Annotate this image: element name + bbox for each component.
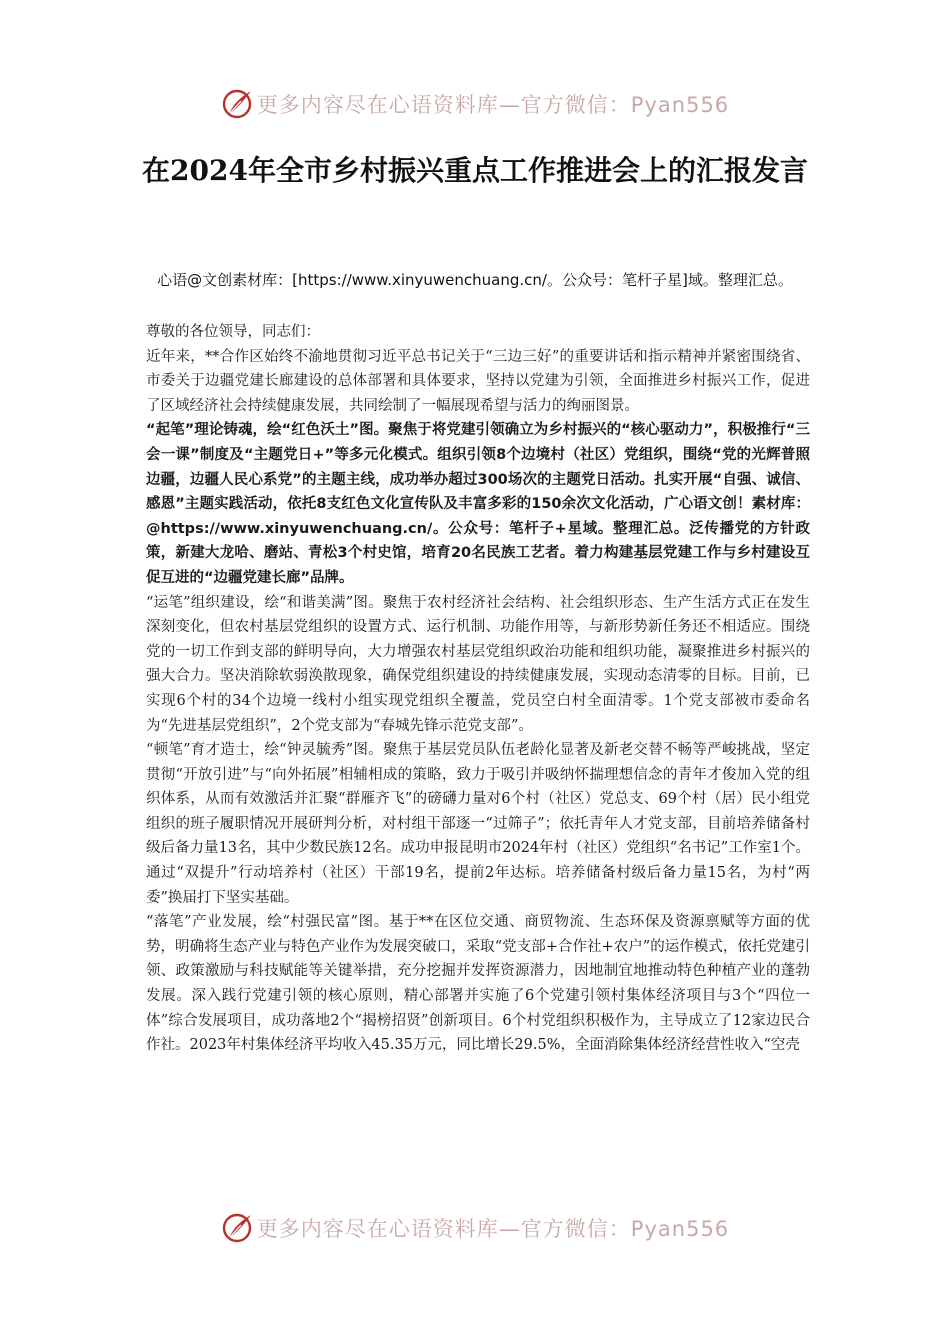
section-luobi-paragraph: “落笔”产业发展，绘“村强民富”图。基于**在区位交通、商贸物流、生态环保及资源禀赋等方面的优势，明确将生态产业与特色产业作为发展突破口，采取“党支部+合作社+农户”的运作模式，依托党建引领、政策激励与科技赋能等关键举措，充分挖掘并发挥资源潜力，因地制宜地推动特色种植产业的蓬勃发展。深入践行党建引领的核心原则，精心部署并实施了6个党建引领村集体经济项目与3个“四位一体”综合发展项目，成功落地2个“揭榜招贤”创新项目。6个村党组织积极作为，主导成立了12家边民合作社。2023年村集体经济平均收入45.35万元，同比增长29.5%，全面消除集体经济经营性收入“空壳 — [146, 914, 810, 1054]
watermark-text: 更多内容尽在心语资料库—官方微信：Pyan556 — [256, 93, 730, 117]
source-note: 心语@文创素材库：[https://www.xinyuwenchuang.cn/。公众号：笔杆子星]域。整理汇总。 — [157, 271, 793, 289]
watermark-text: 更多内容尽在心语资料库—官方微信：Pyan556 — [256, 1217, 730, 1241]
document-body — [146, 320, 810, 1058]
quill-pen-logo-icon — [221, 1211, 255, 1245]
document-title: 在2024年全市乡村振兴重点工作推进会上的汇报发言 — [142, 154, 808, 187]
quill-pen-logo-icon — [221, 87, 255, 121]
watermark-header — [0, 84, 950, 124]
watermark-footer — [0, 1208, 950, 1248]
salutation: 尊敬的各位领导，同志们： — [146, 324, 320, 340]
intro-paragraph: 近年来，**合作区始终不渝地贯彻习近平总书记关于“三边三好”的重要讲话和指示精神并紧密围绕省、市委关于边疆党建长廊建设的总体部署和具体要求，坚持以党建为引领，全面推进乡村振兴工作，促进了区域经济社会持续健康发展，共同绘制了一幅展现希望与活力的绚丽图景。 — [146, 348, 810, 414]
section-yunbi-paragraph: “运笔”组织建设，绘“和谐美满”图。聚焦于农村经济社会结构、社会组织形态、生产生活方式正在发生深刻变化，但农村基层党组织的设置方式、运行机制、功能作用等，与新形势新任务还不相适应。围绕党的一切工作到支部的鲜明导向，大力增强农村基层党组织政治功能和组织功能，凝聚推进乡村振兴的强大合力。坚决消除软弱涣散现象，确保党组织建设的持续健康发展，实现动态清零的目标。目前，已实现6个村的34个边境一线村小组实现党组织全覆盖，党员空白村全面清零。1个党支部被市委命名为“先进基层党组织”，2个党支部为“春城先锋示范党支部”。 — [146, 594, 810, 734]
section-dunbi-paragraph: “顿笔”育才造士，绘“钟灵毓秀”图。聚焦于基层党员队伍老龄化显著及新老交替不畅等严峻挑战，坚定贯彻“开放引进”与“向外拓展”相辅相成的策略，致力于吸引并吸纳怀揣理想信念的青年才俊加入党的组织体系，从而有效激活并汇聚“群雁齐飞”的磅礴力量对6个村（社区）党总支、69个村（居）民小组党组织的班子履职情况开展研判分析，对村组干部逐一“过筛子”；依托青年人才党支部，目前培养储备村级后备力量13名，其中少数民族12名。成功申报昆明市2024年村（社区）党组织“名书记”工作室1个。通过“双提升”行动培养村（社区）干部19名，提前2年达标。培养储备村级后备力量15名，为村“两委”换届打下坚实基础。 — [146, 742, 810, 906]
section-qibi-paragraph: “起笔”理论铸魂，绘“红色沃土”图。聚焦于将党建引领确立为乡村振兴的“核心驱动力”，积极推行“三会一课”制度及“主题党日+”等多元化模式。组织引领8个边境村（社区）党组织，围绕“党的光辉普照边疆，边疆人民心系党”的主题主线，成功举办超过300场次的主题党日活动。扎实开展“自强、诚信、感恩”主题实践活动，依托8支红色文化宣传队及丰富多彩的150余次文化活动，广心语文创！素材库：@https://www.xinyuwenchuang.cn/。公众号：笔杆子+星域。整理汇总。泛传播党的方针政策，新建大龙哈、磨站、青松3个村史馆，培育20名民族工艺者。着力构建基层党建工作与乡村建设互促互进的“边疆党建长廊”品牌。 — [146, 422, 810, 586]
